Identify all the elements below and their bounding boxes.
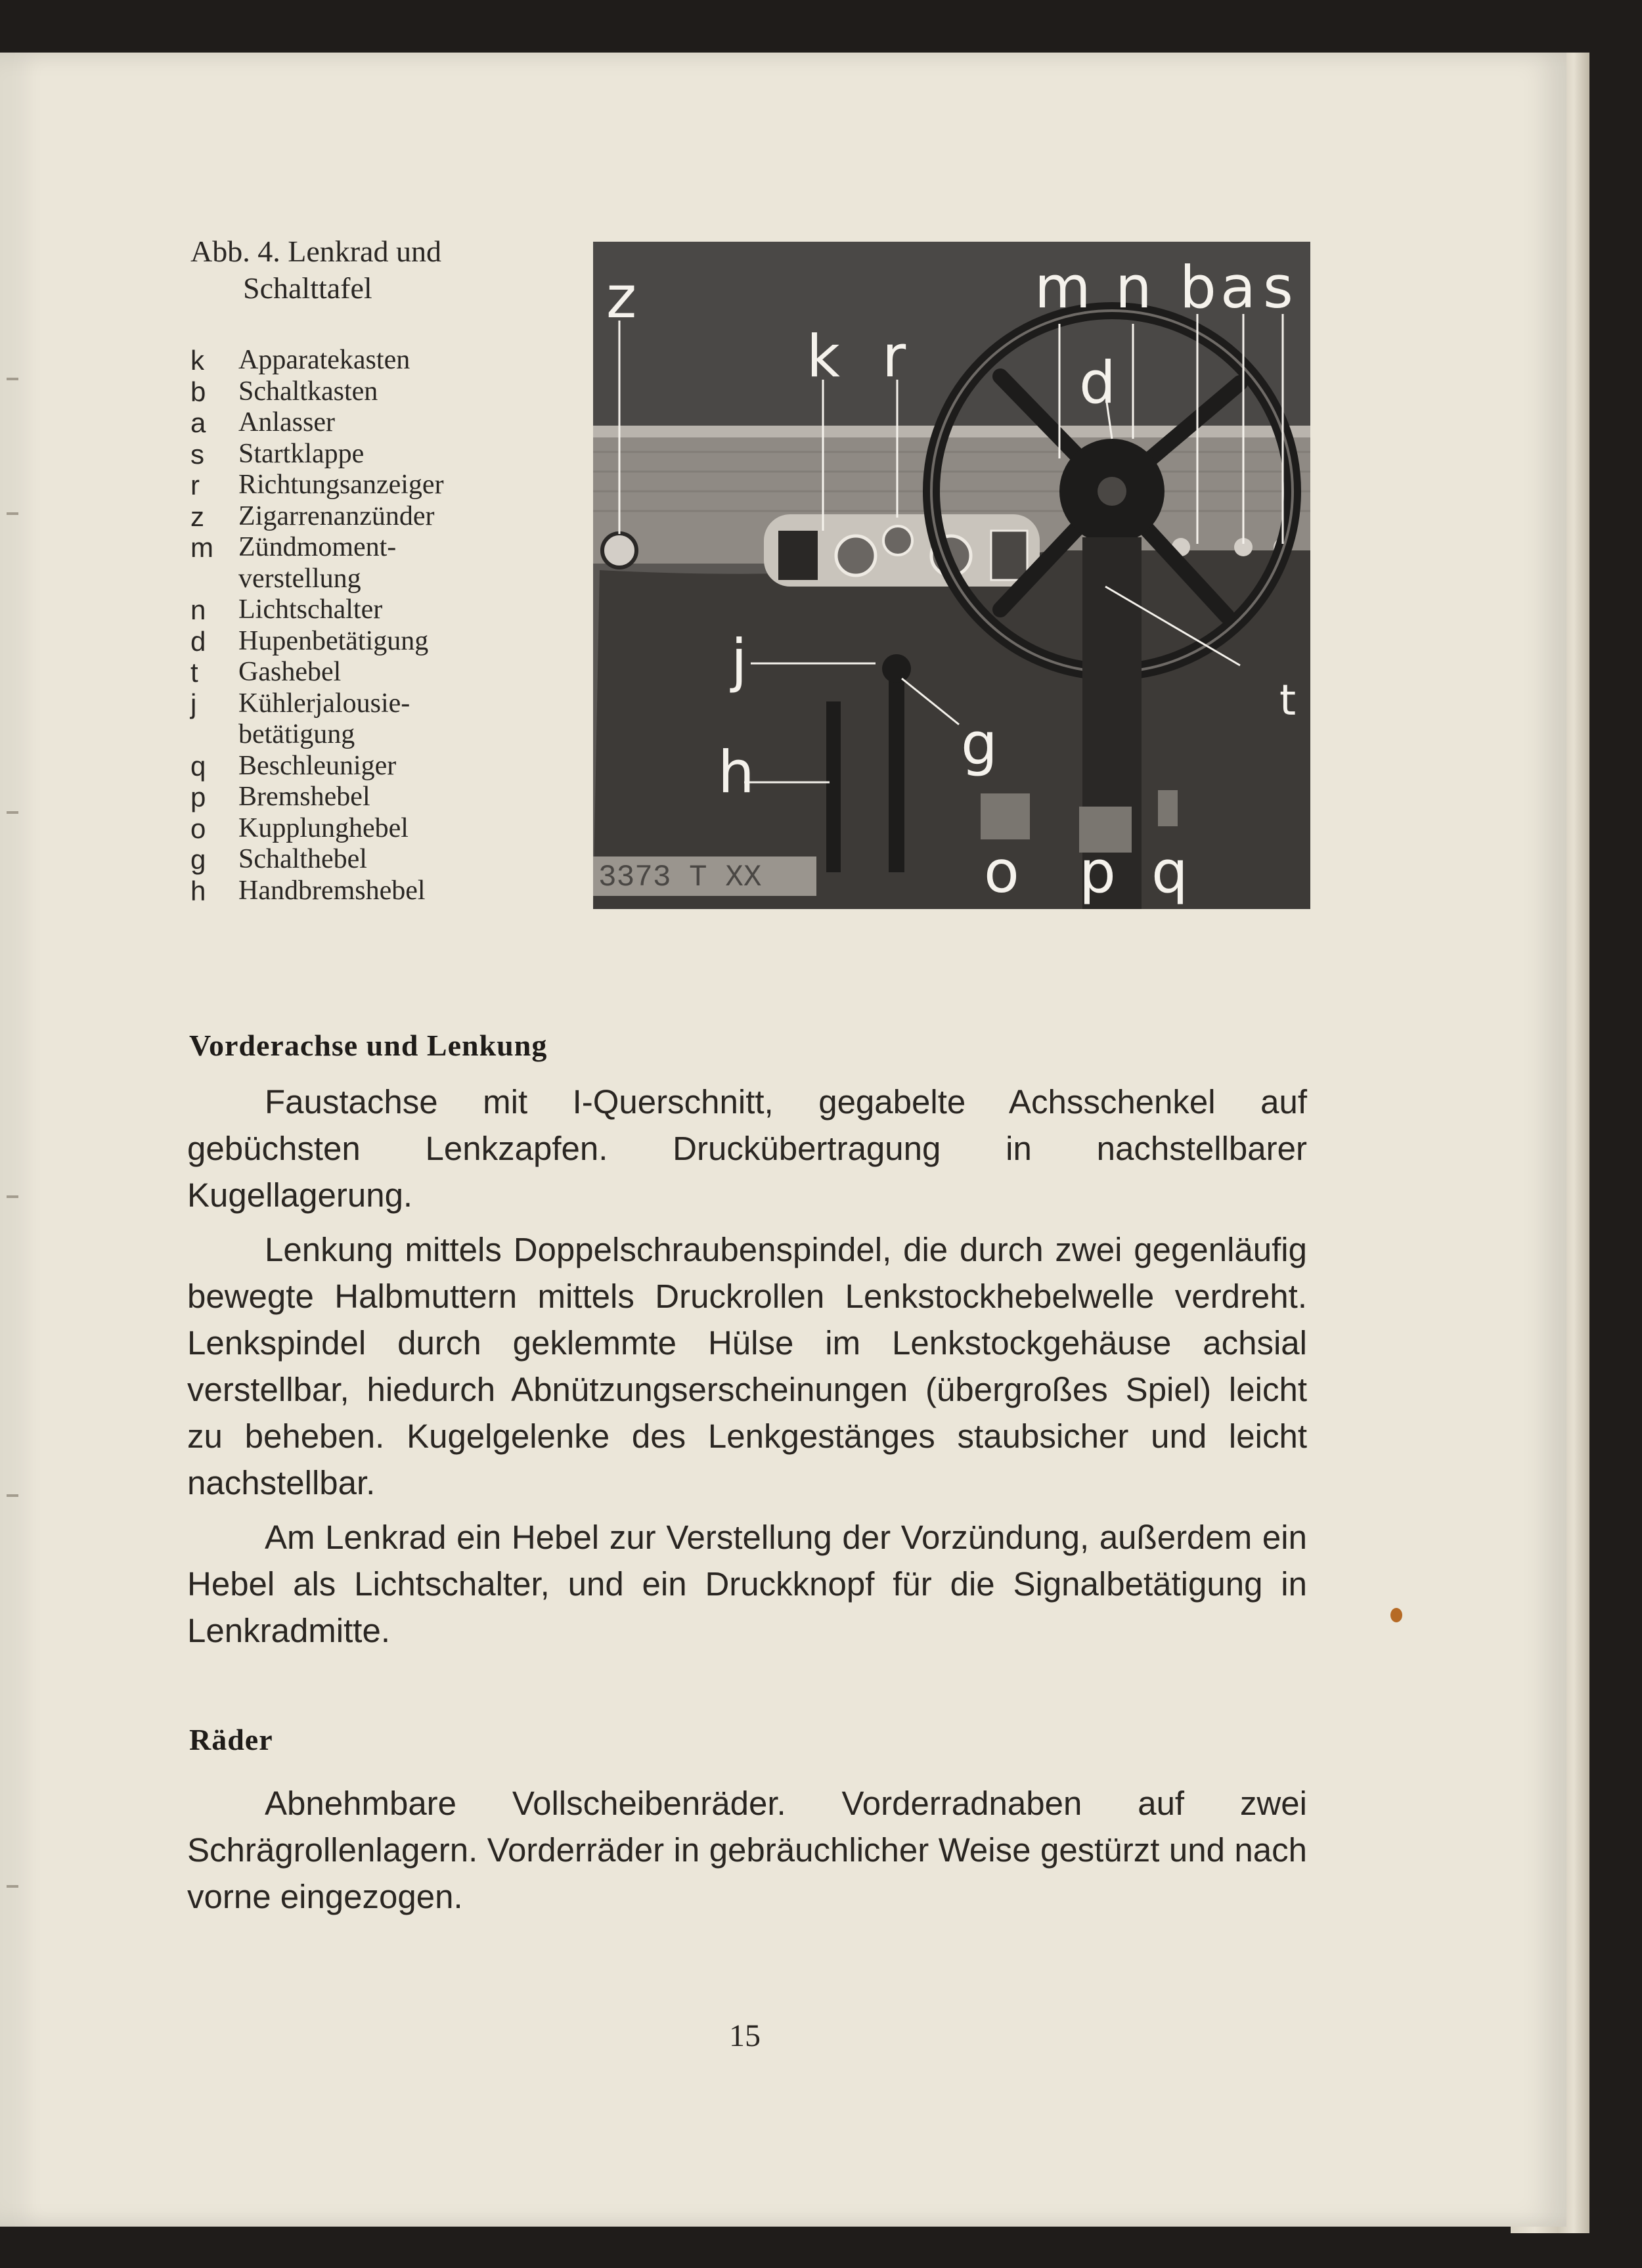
- legend-text: Bremshebel: [238, 782, 370, 812]
- page-number: 15: [729, 2018, 761, 2053]
- legend-key: m: [190, 532, 213, 563]
- legend-key: p: [190, 782, 206, 812]
- legend-text: verstellung: [238, 563, 361, 594]
- caption-line-1: Abb. 4. Lenkrad und: [190, 234, 441, 268]
- photo-label-a: a: [1220, 254, 1256, 321]
- legend-key: z: [190, 500, 204, 532]
- section-heading-wheels: Räder: [189, 1723, 273, 1756]
- legend-item: [190, 844, 598, 876]
- photo-label-q: q: [1151, 838, 1188, 906]
- legend-text: Hupenbetätigung: [238, 625, 429, 656]
- legend-key: j: [190, 688, 197, 719]
- legend-key: o: [190, 812, 206, 844]
- photo-label-p: p: [1079, 838, 1116, 906]
- plate-number: 3373 T XX: [598, 860, 762, 895]
- legend-text: Startklappe: [238, 438, 365, 469]
- legend-key: a: [190, 407, 206, 438]
- binding-mark: [7, 1494, 18, 1497]
- figure-legend: [190, 345, 598, 906]
- legend-key: q: [190, 750, 206, 782]
- legend-text: Richtungsanzeiger: [238, 470, 444, 500]
- photo-label-s: s: [1263, 254, 1293, 321]
- legend-text: Zündmoment-: [238, 532, 397, 562]
- legend-text: Lichtschalter: [238, 594, 383, 625]
- section-heading-front-axle: Vorderachse und Lenkung: [189, 1029, 548, 1062]
- photo-label-z: z: [606, 263, 637, 331]
- legend-item: [190, 470, 598, 501]
- figure-caption: [190, 233, 585, 307]
- legend-text: Kühlerjalousie-: [238, 688, 411, 719]
- legend-item: [190, 876, 598, 907]
- legend-text: Apparatekasten: [238, 345, 411, 375]
- legend-item: [190, 439, 598, 470]
- legend-item: [190, 564, 598, 595]
- legend-text: Handbremshebel: [238, 875, 426, 906]
- legend-text: Kupplunghebel: [238, 812, 409, 843]
- legend-key: g: [190, 844, 206, 875]
- legend-item: [190, 501, 598, 533]
- legend-text: betätigung: [238, 719, 355, 749]
- legend-key: [190, 564, 238, 595]
- photo-label-b: b: [1180, 254, 1216, 321]
- steering-wheel-photo: [593, 242, 1310, 909]
- legend-item: [190, 782, 598, 813]
- legend-text: Gashebel: [238, 657, 342, 687]
- legend-item: [190, 813, 598, 845]
- legend-text: Zigarrenanzünder: [238, 500, 435, 531]
- paragraph: Am Lenkrad ein Hebel zur Verstellung der Vorzündung, außerdem ein Hebel als Lichtschalter, und ein Druckknopf für die Signalbetätigung in Lenkradmitte.: [187, 1519, 1307, 1649]
- legend-item: [190, 594, 598, 626]
- binding-mark: [7, 378, 18, 380]
- legend-item: [190, 719, 598, 751]
- photo-label-m: m: [1034, 254, 1091, 321]
- caption-line-2: Schalttafel: [243, 271, 372, 305]
- photo-label-t: t: [1279, 677, 1297, 725]
- binding-mark: [7, 811, 18, 814]
- photo-label-k: k: [807, 322, 840, 390]
- legend-item: [190, 657, 598, 688]
- legend-item: [190, 626, 598, 657]
- photo-label-h: h: [718, 738, 755, 806]
- legend-text: Anlasser: [238, 407, 335, 437]
- legend-item: [190, 376, 598, 408]
- legend-item: [190, 407, 598, 439]
- binding-mark: [7, 1885, 18, 1888]
- paragraph: Lenkung mittels Doppelschraubenspindel, die durch zwei gegenläufig bewegte Halbmuttern mittels Druckrollen Lenkstockhebelwelle verdreht. Lenkspindel durch geklemmte Hülse im Lenkstockgehäuse achsial verstellbar, hiedurch Abnützungserscheinungen (übergroßes Spiel) leicht zu beheben. Kugelgelenke des Lenkgestänges staubsicher und leicht nachstellbar.: [187, 1231, 1307, 1501]
- legend-key: n: [190, 594, 206, 625]
- legend-key: b: [190, 376, 206, 407]
- legend-item: [190, 532, 598, 564]
- photo-label-d: d: [1079, 349, 1116, 416]
- photo-label-g: g: [961, 710, 998, 778]
- photo-label-r: r: [882, 322, 906, 390]
- legend-key: k: [190, 345, 204, 376]
- photo-label-n: n: [1115, 254, 1152, 321]
- legend-key: s: [190, 438, 204, 470]
- binding-mark: [7, 512, 18, 515]
- stain-mark: [1390, 1608, 1402, 1622]
- legend-text: Schaltkasten: [238, 376, 378, 407]
- legend-key: t: [190, 657, 198, 688]
- paragraph: Faustachse mit I-Querschnitt, gegabelte Achsschenkel auf gebüchsten Lenkzapfen. Druckübertragung in nachstellbarer Kugellagerung.: [187, 1083, 1307, 1214]
- photo-label-o: o: [984, 838, 1019, 906]
- legend-item: [190, 345, 598, 376]
- legend-item: [190, 751, 598, 782]
- paragraph: Abnehmbare Vollscheibenräder. Vorderradnaben auf zwei Schrägrollenlagern. Vorderräder in gebräuchlicher Weise gestürzt und nach vorne eingezogen.: [187, 1785, 1307, 1915]
- legend-key: d: [190, 625, 206, 657]
- legend-text: Schalthebel: [238, 844, 367, 874]
- legend-text: Beschleuniger: [238, 750, 397, 781]
- photo-label-j: j: [731, 627, 747, 694]
- binding-mark: [7, 1195, 18, 1198]
- legend-item: [190, 688, 598, 720]
- legend-key: [190, 719, 238, 751]
- legend-key: r: [190, 470, 200, 500]
- legend-key: h: [190, 875, 206, 906]
